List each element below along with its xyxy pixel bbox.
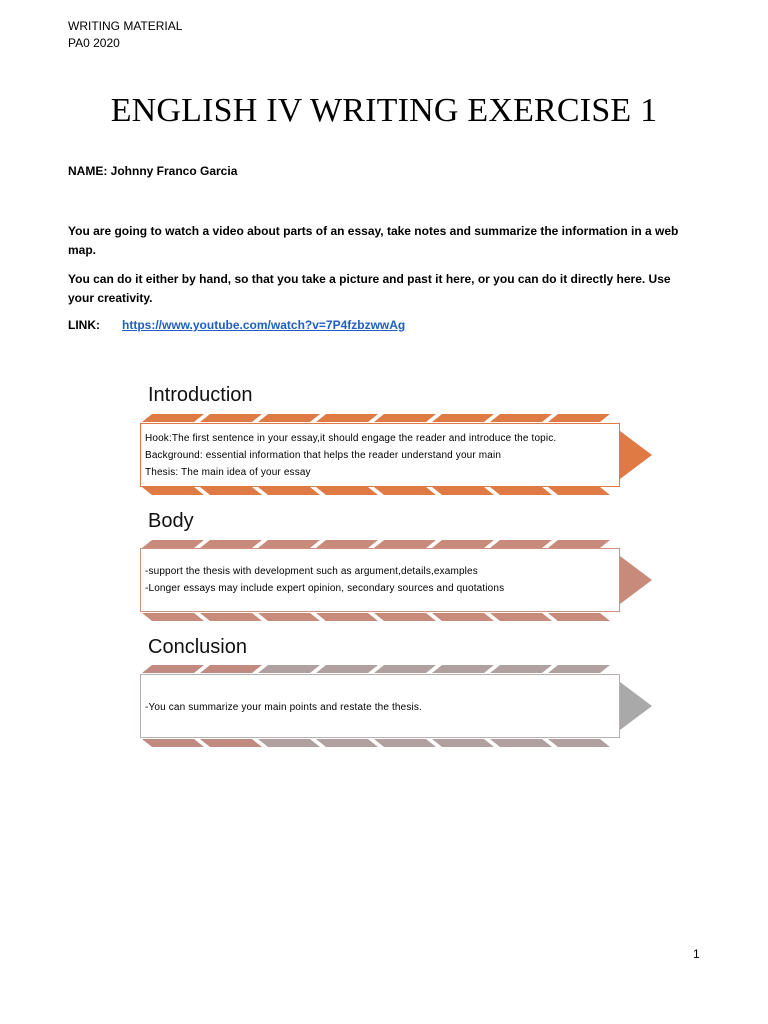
- chevron-stripe: [432, 665, 494, 673]
- chevron-stripe: [258, 739, 320, 747]
- chevron-stripe: [548, 540, 610, 548]
- chevron-stripe: [258, 613, 320, 621]
- introduction-line: Thesis: The main idea of your essay: [145, 467, 311, 478]
- header-line-2: PA0 2020: [68, 36, 120, 50]
- arrow-tip-icon: [620, 556, 652, 604]
- chevron-stripe: [142, 414, 204, 422]
- body-line: -support the thesis with development such as argument,details,examples: [145, 566, 478, 577]
- chevron-stripe: [490, 665, 552, 673]
- chevron-stripe: [142, 487, 204, 495]
- instruction-paragraph-2: You can do it either by hand, so that you take a picture and past it here, or you can do it directly here. Use your creativity.: [68, 272, 671, 305]
- chevron-stripe: [490, 487, 552, 495]
- chevron-stripe: [316, 414, 378, 422]
- chevron-stripe: [432, 414, 494, 422]
- chevron-stripe: [374, 540, 436, 548]
- chevron-stripe: [432, 739, 494, 747]
- chevron-stripe: [374, 414, 436, 422]
- chevron-stripe: [142, 665, 204, 673]
- chevron-stripe: [490, 739, 552, 747]
- body-line: -Longer essays may include expert opinion, secondary sources and quotations: [145, 583, 505, 594]
- chevron-stripe: [316, 613, 378, 621]
- chevron-stripe: [548, 739, 610, 747]
- chevron-stripe: [200, 540, 262, 548]
- chevron-stripe: [548, 487, 610, 495]
- arrow-tip-icon: [620, 431, 652, 479]
- section-heading-conclusion: Conclusion: [148, 636, 247, 658]
- chevron-stripe: [200, 613, 262, 621]
- chevron-stripe: [432, 613, 494, 621]
- page-number: 1: [693, 947, 700, 961]
- chevron-stripe: [142, 739, 204, 747]
- instruction-paragraph-1: You are going to watch a video about parts of an essay, take notes and summarize the information in a web map.: [68, 224, 679, 257]
- chevron-stripe: [548, 665, 610, 673]
- link-label: LINK:: [68, 318, 100, 332]
- introduction-line: Background: essential information that helps the reader understand your main: [145, 450, 502, 461]
- chevron-stripe: [432, 487, 494, 495]
- chevron-stripe: [548, 414, 610, 422]
- chevron-stripe: [374, 739, 436, 747]
- conclusion-line: -You can summarize your main points and restate the thesis.: [145, 702, 422, 713]
- chevron-stripe: [374, 613, 436, 621]
- chevron-stripe: [258, 665, 320, 673]
- chevron-stripe: [432, 540, 494, 548]
- chevron-stripe: [316, 540, 378, 548]
- chevron-stripe: [200, 414, 262, 422]
- chevron-stripe: [316, 487, 378, 495]
- chevron-stripe: [258, 414, 320, 422]
- chevron-stripe: [374, 665, 436, 673]
- chevron-stripe: [490, 613, 552, 621]
- section-box-body: [140, 548, 620, 612]
- chevron-stripe: [200, 739, 262, 747]
- introduction-line: Hook:The first sentence in your essay,it should engage the reader and introduce the topic.: [145, 433, 557, 444]
- section-box-conclusion: [140, 674, 620, 738]
- chevron-stripe: [258, 487, 320, 495]
- chevron-stripe: [258, 540, 320, 548]
- chevron-stripe: [142, 613, 204, 621]
- section-heading-body: Body: [148, 510, 194, 532]
- page-title: ENGLISH IV WRITING EXERCISE 1: [110, 92, 658, 129]
- chevron-stripe: [200, 665, 262, 673]
- student-name: NAME: Johnny Franco Garcia: [68, 164, 238, 178]
- header-line-1: WRITING MATERIAL: [68, 19, 183, 33]
- section-box-introduction: [140, 423, 620, 487]
- chevron-stripe: [490, 414, 552, 422]
- chevron-stripe: [548, 613, 610, 621]
- chevron-stripe: [316, 665, 378, 673]
- chevron-stripe: [142, 540, 204, 548]
- video-link[interactable]: https://www.youtube.com/watch?v=7P4fzbzwwAg: [122, 318, 406, 332]
- chevron-stripe: [374, 487, 436, 495]
- chevron-stripe: [200, 487, 262, 495]
- arrow-tip-icon: [620, 682, 652, 730]
- chevron-stripe: [490, 540, 552, 548]
- chevron-stripe: [316, 739, 378, 747]
- section-heading-introduction: Introduction: [148, 384, 253, 406]
